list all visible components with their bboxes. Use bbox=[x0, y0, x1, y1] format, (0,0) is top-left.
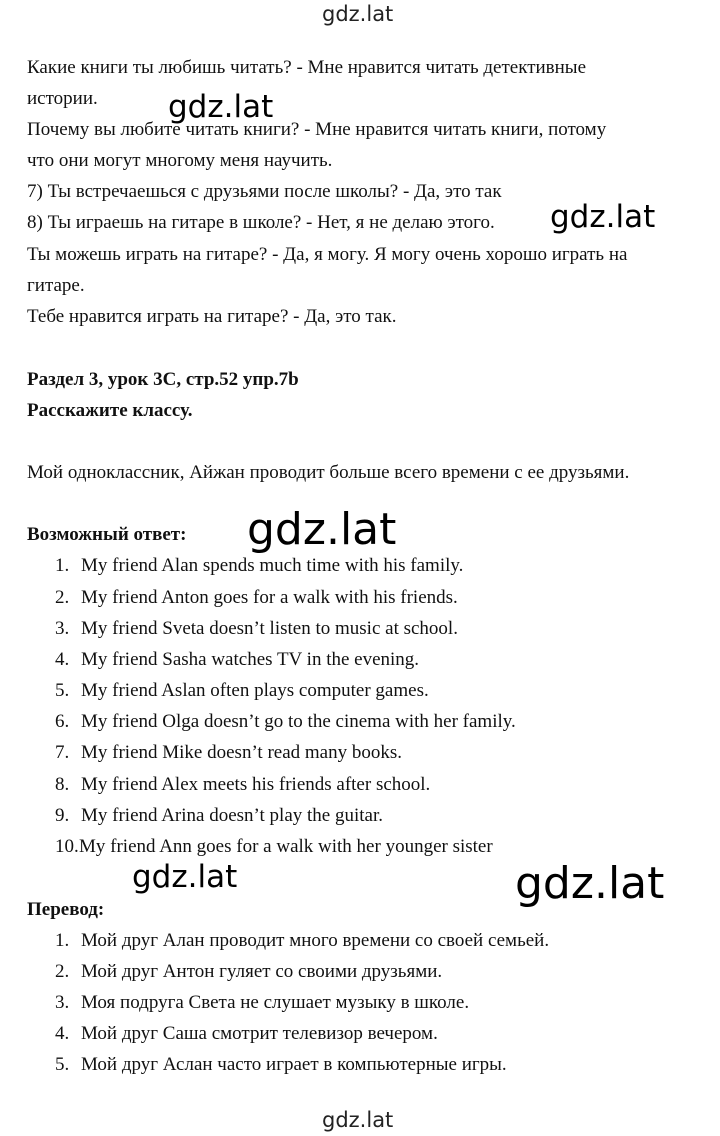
translation-item bbox=[55, 962, 442, 981]
item-text: Мой друг Саша смотрит телевизор вечером. bbox=[81, 1023, 438, 1044]
item-number: 1. bbox=[55, 930, 70, 951]
answer-heading: Возможный ответ: bbox=[27, 524, 187, 545]
item-text: My friend Aslan often plays computer games. bbox=[81, 680, 429, 701]
dialogue-line: 8) Ты играешь на гитаре в школе? - Нет, я не делаю этого. bbox=[27, 212, 495, 233]
item-text: Мой друг Алан проводит много времени со своей семьей. bbox=[81, 930, 550, 951]
answer-item bbox=[55, 806, 383, 825]
watermark-top: gdz.lat bbox=[322, 2, 394, 26]
watermark: gdz.lat bbox=[515, 858, 665, 909]
watermark: gdz.lat bbox=[550, 199, 656, 235]
item-number: 3. bbox=[55, 618, 70, 639]
item-number: 4. bbox=[55, 649, 70, 670]
watermark-bottom: gdz.lat bbox=[322, 1108, 394, 1132]
watermark: gdz.lat bbox=[168, 89, 274, 125]
item-text: My friend Sveta doesn’t listen to music at school. bbox=[81, 618, 458, 639]
item-text: Моя подруга Света не слушает музыку в школе. bbox=[81, 992, 470, 1013]
dialogue-line: 7) Ты встречаешься с друзьями после школы? - Да, это так bbox=[27, 181, 502, 202]
answer-item bbox=[55, 556, 463, 575]
item-text: My friend Alan spends much time with his family. bbox=[81, 555, 464, 576]
item-text: Мой друг Аслан часто играет в компьютерные игры. bbox=[81, 1054, 507, 1075]
section-title: Раздел 3, урок 3С, стр.52 упр.7b bbox=[27, 369, 299, 390]
translation-item bbox=[55, 931, 549, 950]
item-number: 7. bbox=[55, 742, 70, 763]
item-text: My friend Anton goes for a walk with his friends. bbox=[81, 587, 458, 608]
item-number: 6. bbox=[55, 711, 70, 732]
dialogue-line: истории. bbox=[27, 88, 98, 109]
item-number: 10. bbox=[55, 836, 79, 857]
answer-item bbox=[55, 837, 493, 856]
item-number: 2. bbox=[55, 961, 70, 982]
item-number: 9. bbox=[55, 805, 70, 826]
item-number: 8. bbox=[55, 774, 70, 795]
answer-item bbox=[55, 681, 429, 700]
dialogue-line: Какие книги ты любишь читать? - Мне нравится читать детективные bbox=[27, 57, 587, 78]
translation-item bbox=[55, 993, 469, 1012]
item-text: My friend Alex meets his friends after school. bbox=[81, 774, 431, 795]
item-text: My friend Olga doesn’t go to the cinema with her family. bbox=[81, 711, 516, 732]
item-number: 1. bbox=[55, 555, 70, 576]
item-text: Мой друг Антон гуляет со своими друзьями. bbox=[81, 961, 443, 982]
item-number: 5. bbox=[55, 1054, 70, 1075]
dialogue-line: что они могут многому меня научить. bbox=[27, 150, 333, 171]
item-number: 3. bbox=[55, 992, 70, 1013]
answer-item bbox=[55, 712, 516, 731]
answer-item bbox=[55, 743, 402, 762]
item-number: 5. bbox=[55, 680, 70, 701]
item-number: 4. bbox=[55, 1023, 70, 1044]
dialogue-line: Ты можешь играть на гитаре? - Да, я могу. Я могу очень хорошо играть на bbox=[27, 244, 628, 265]
translation-heading: Перевод: bbox=[27, 899, 105, 920]
dialogue-line: Тебе нравится играть на гитаре? - Да, это так. bbox=[27, 306, 397, 327]
dialogue-line: Почему вы любите читать книги? - Мне нравится читать книги, потому bbox=[27, 119, 607, 140]
watermark: gdz.lat bbox=[247, 504, 397, 555]
answer-item bbox=[55, 775, 430, 794]
section-example: Мой одноклассник, Айжан проводит больше всего времени с ее друзьями. bbox=[27, 462, 630, 483]
translation-item bbox=[55, 1055, 507, 1074]
item-text: My friend Ann goes for a walk with her younger sister bbox=[79, 836, 493, 857]
answer-item bbox=[55, 588, 458, 607]
watermark: gdz.lat bbox=[132, 859, 238, 895]
item-text: My friend Arina doesn’t play the guitar. bbox=[81, 805, 384, 826]
section-task: Расскажите классу. bbox=[27, 400, 193, 421]
answer-item bbox=[55, 619, 458, 638]
item-number: 2. bbox=[55, 587, 70, 608]
item-text: My friend Sasha watches TV in the evening. bbox=[81, 649, 420, 670]
item-text: My friend Mike doesn’t read many books. bbox=[81, 742, 403, 763]
answer-item bbox=[55, 650, 419, 669]
translation-item bbox=[55, 1024, 438, 1043]
dialogue-line: гитаре. bbox=[27, 275, 85, 296]
